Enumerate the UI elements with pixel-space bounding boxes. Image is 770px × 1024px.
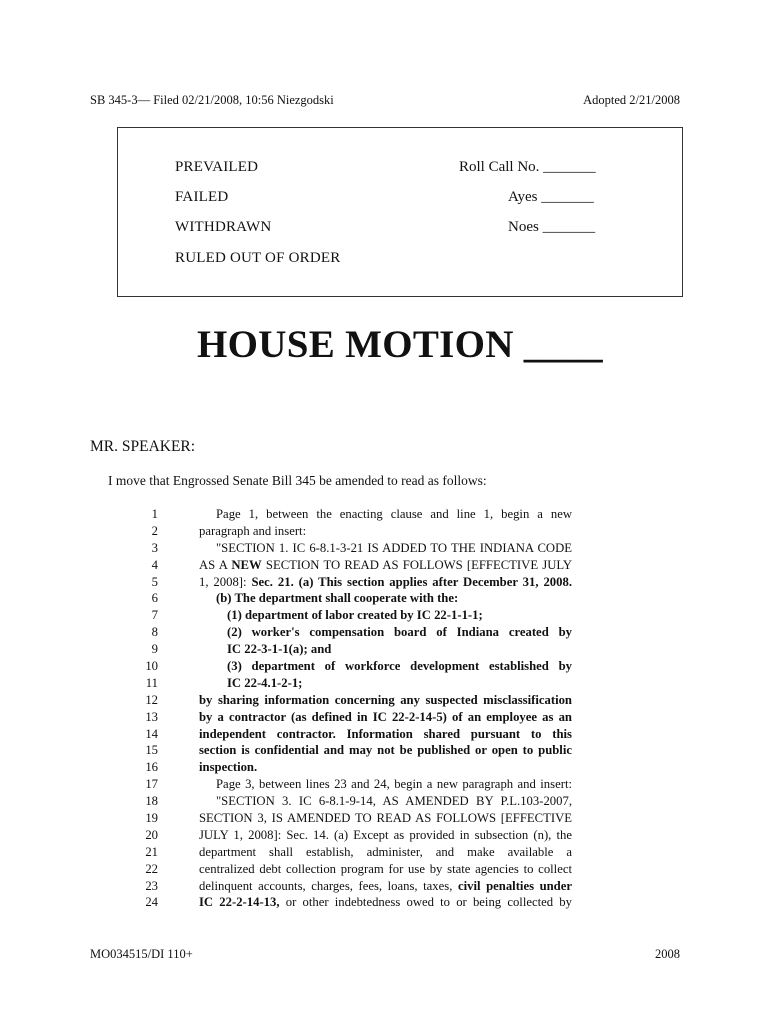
line-text: AS A NEW SECTION TO READ AS FOLLOWS [EFFECTIVE JULY [199, 557, 572, 572]
line-number: 12 [145, 692, 158, 707]
text-line [130, 523, 572, 540]
line-number: 6 [151, 591, 158, 606]
line-text: Page 1, between the enacting clause and line 1, begin a new [216, 507, 572, 521]
line-number: 4 [151, 557, 158, 572]
text-line [130, 861, 572, 878]
text-line [130, 878, 572, 895]
line-text: centralized debt collection program for use by state agencies to collect [199, 861, 572, 876]
line-number: 14 [145, 726, 158, 741]
line-text: SECTION 3, IS AMENDED TO READ AS FOLLOWS [EFFECTIVE [199, 811, 572, 826]
line-text: (b) The department shall cooperate with the: [216, 591, 459, 606]
text-line [130, 574, 572, 591]
text-line [130, 540, 572, 557]
line-number: 7 [151, 608, 158, 623]
document-header-adopted: Adopted 2/21/2008 [583, 93, 680, 107]
text-line [130, 827, 572, 844]
line-number: 5 [151, 574, 158, 589]
page-title: HOUSE MOTION ____ [197, 323, 603, 366]
status-box [117, 127, 683, 297]
line-text: delinquent accounts, charges, fees, loans, taxes, civil penalties under [199, 878, 572, 893]
line-text: Page 3, between lines 23 and 24, begin a new paragraph and insert: [216, 777, 572, 792]
document-year: 2008 [655, 947, 680, 961]
line-number: 11 [145, 675, 158, 690]
text-line [130, 692, 572, 709]
line-text: department shall establish, administer, and make available a [199, 844, 572, 859]
text-line [130, 844, 572, 861]
line-number: 17 [145, 777, 158, 792]
line-text: (3) department of workforce development established by [227, 659, 572, 674]
line-text: "SECTION 1. IC 6-8.1-3-21 IS ADDED TO THE INDIANA CODE [216, 540, 572, 555]
line-number: 2 [151, 523, 158, 538]
status-ruled-out-of-order: RULED OUT OF ORDER [175, 250, 341, 266]
text-line [130, 742, 572, 759]
ayes-count: Ayes _______ [508, 189, 594, 205]
line-text: inspection. [199, 760, 258, 775]
line-number: 3 [151, 540, 158, 555]
document-header-filing: SB 345-3— Filed 02/21/2008, 10:56 Niezgodski [90, 93, 334, 107]
line-number: 18 [145, 794, 158, 809]
line-text: IC 22-2-14-13, or other indebtedness owed to or being collected by [199, 895, 572, 910]
motion-intro: I move that Engrossed Senate Bill 345 be amended to read as follows: [108, 473, 487, 488]
text-line [130, 776, 572, 793]
text-line [130, 759, 572, 776]
line-text: JULY 1, 2008]: Sec. 14. (a) Except as provided in subsection (n), the [199, 827, 572, 842]
amendment-text [130, 506, 572, 911]
status-prevailed: PREVAILED [175, 159, 259, 175]
line-number: 21 [145, 844, 158, 859]
text-line [130, 726, 572, 743]
line-text: section is confidential and may not be published or open to public [199, 743, 572, 758]
text-line [130, 607, 572, 624]
text-line [130, 641, 572, 658]
line-number: 23 [145, 878, 158, 893]
status-withdrawn: WITHDRAWN [175, 219, 272, 235]
line-text: 1, 2008]: Sec. 21. (a) This section applies after December 31, 2008. [199, 574, 572, 589]
line-number: 15 [145, 743, 158, 758]
text-line [130, 793, 572, 810]
line-text: "SECTION 3. IC 6-8.1-9-14, AS AMENDED BY P.L.103-2007, [216, 794, 572, 809]
line-number: 8 [151, 625, 158, 640]
text-line [130, 658, 572, 675]
line-number: 22 [145, 861, 158, 876]
line-text: paragraph and insert: [199, 523, 307, 538]
line-number: 24 [145, 895, 158, 910]
line-number: 10 [145, 659, 158, 674]
line-text: IC 22-3-1-1(a); and [227, 642, 332, 657]
text-line [130, 894, 572, 911]
line-number: 16 [145, 760, 158, 775]
text-line [130, 506, 572, 523]
line-text: by a contractor (as defined in IC 22-2-14-5) of an employee as an [199, 709, 572, 724]
line-number: 9 [151, 642, 158, 657]
line-text: IC 22-4.1-2-1; [227, 675, 303, 690]
noes-count: Noes _______ [508, 219, 596, 235]
text-line [130, 810, 572, 827]
text-line [130, 709, 572, 726]
salutation: MR. SPEAKER: [90, 438, 196, 455]
line-number: 20 [145, 827, 158, 842]
text-line [130, 624, 572, 641]
roll-call-number: Roll Call No. _______ [459, 159, 596, 175]
line-number: 1 [151, 507, 158, 521]
text-line [130, 675, 572, 692]
line-text: by sharing information concerning any suspected misclassification [199, 692, 572, 707]
document-code: MO034515/DI 110+ [90, 947, 193, 961]
text-line [130, 557, 572, 574]
line-number: 19 [145, 811, 158, 826]
line-text: (2) worker's compensation board of Indiana created by [227, 625, 572, 640]
line-number: 13 [145, 709, 158, 724]
text-line [130, 590, 572, 607]
status-failed: FAILED [175, 189, 229, 205]
line-text: independent contractor. Information shared pursuant to this [199, 726, 572, 741]
line-text: (1) department of labor created by IC 22-1-1-1; [227, 608, 483, 623]
